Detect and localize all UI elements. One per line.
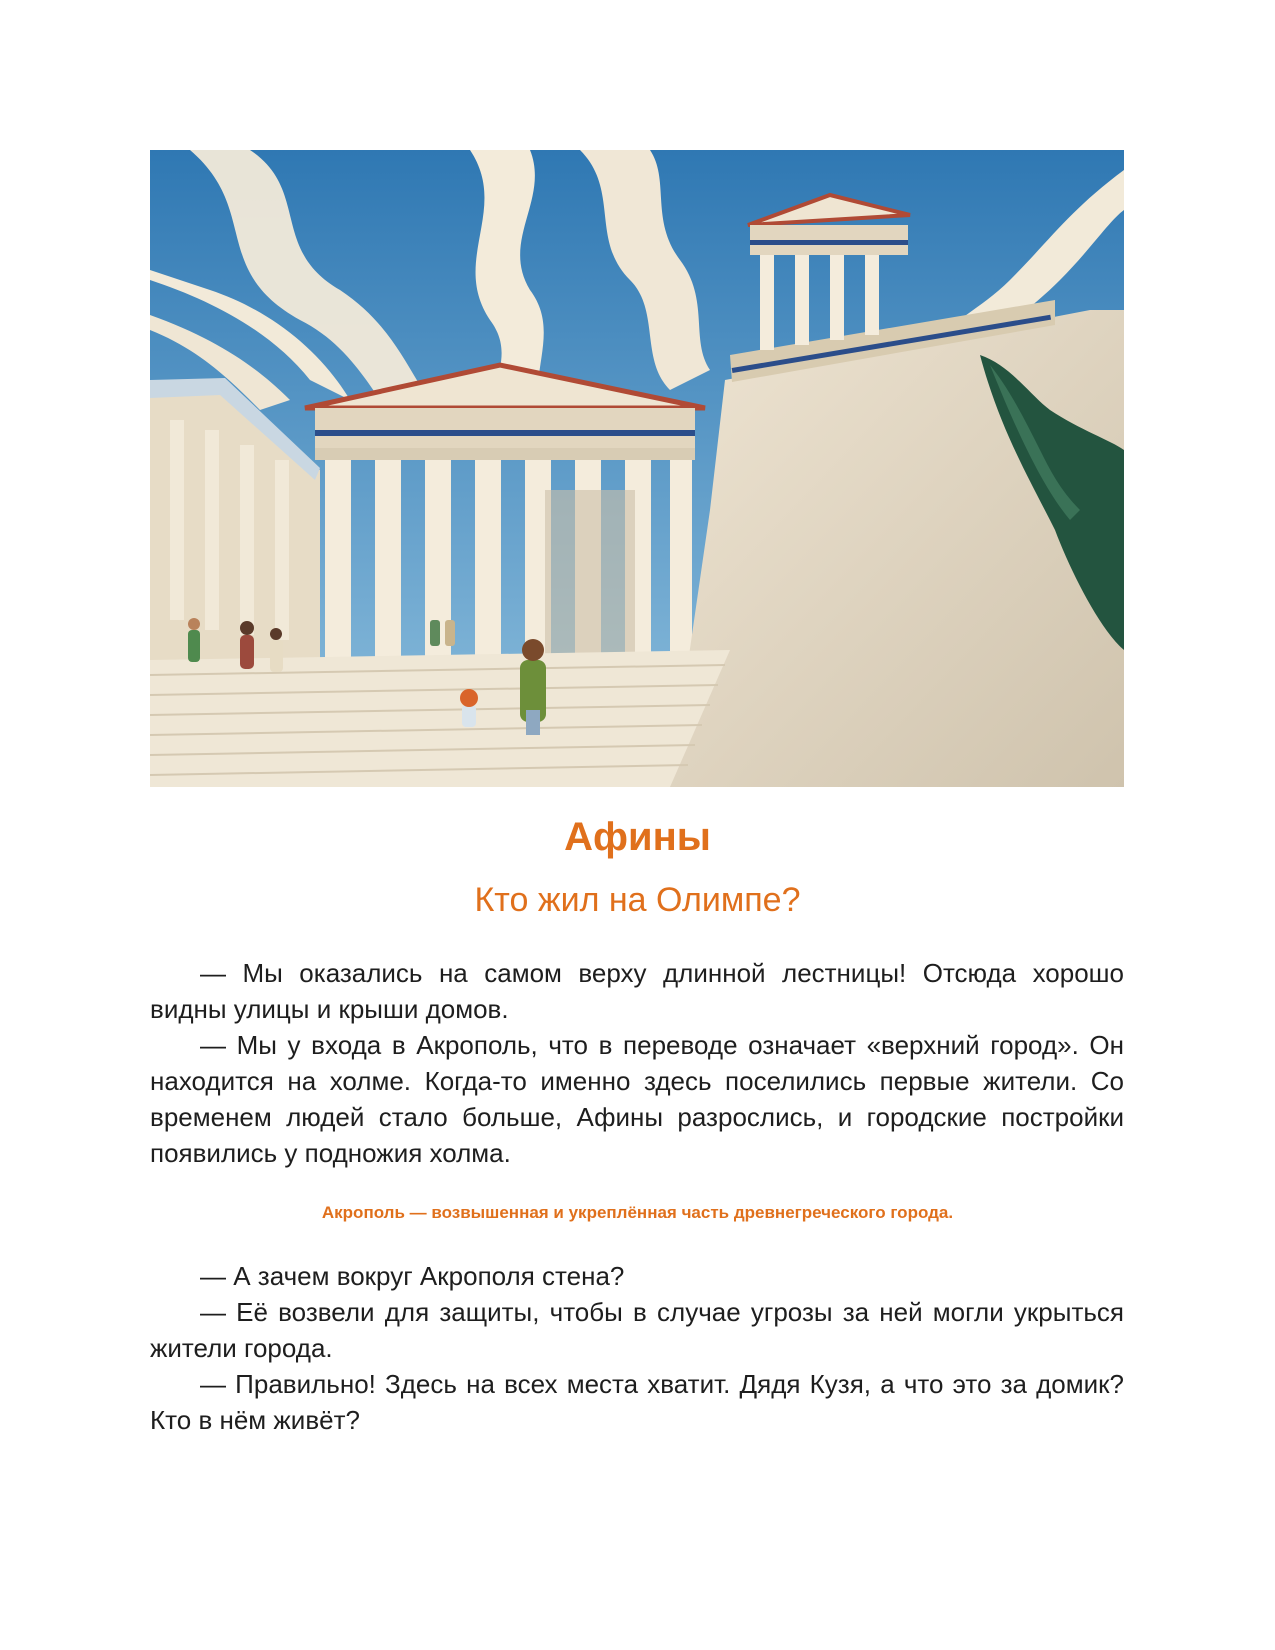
text-block-top: [150, 955, 1124, 1171]
paragraph: — Её возвели для защиты, чтобы в случае угрозы за ней могли укрыться жители города.: [150, 1297, 1124, 1363]
page-subtitle: Кто жил на Олимпе?: [474, 881, 801, 919]
acropolis-illustration: [150, 150, 1124, 787]
paragraph: — Правильно! Здесь на всех места хватит. Дядя Кузя, а что это за домик? Кто в нём живёт?: [150, 1369, 1124, 1435]
page-title: Афины: [564, 815, 711, 859]
definition-note: Акрополь — возвышенная и укреплённая часть древнегреческого города.: [321, 1203, 954, 1222]
paragraph: — Мы у входа в Акрополь, что в переводе означает «верхний город». Он находится на холме. Когда-то именно здесь поселились первые жители. Со временем людей стало больше, Афины разрослись, и городские постройки появились у подножия холма.: [150, 1030, 1124, 1168]
text-block-bottom: [150, 1258, 1124, 1438]
paragraph: — А зачем вокруг Акрополя стена?: [200, 1261, 625, 1291]
paragraph: — Мы оказались на самом верху длинной лестницы! Отсюда хорошо видны улицы и крыши домов.: [150, 958, 1124, 1024]
